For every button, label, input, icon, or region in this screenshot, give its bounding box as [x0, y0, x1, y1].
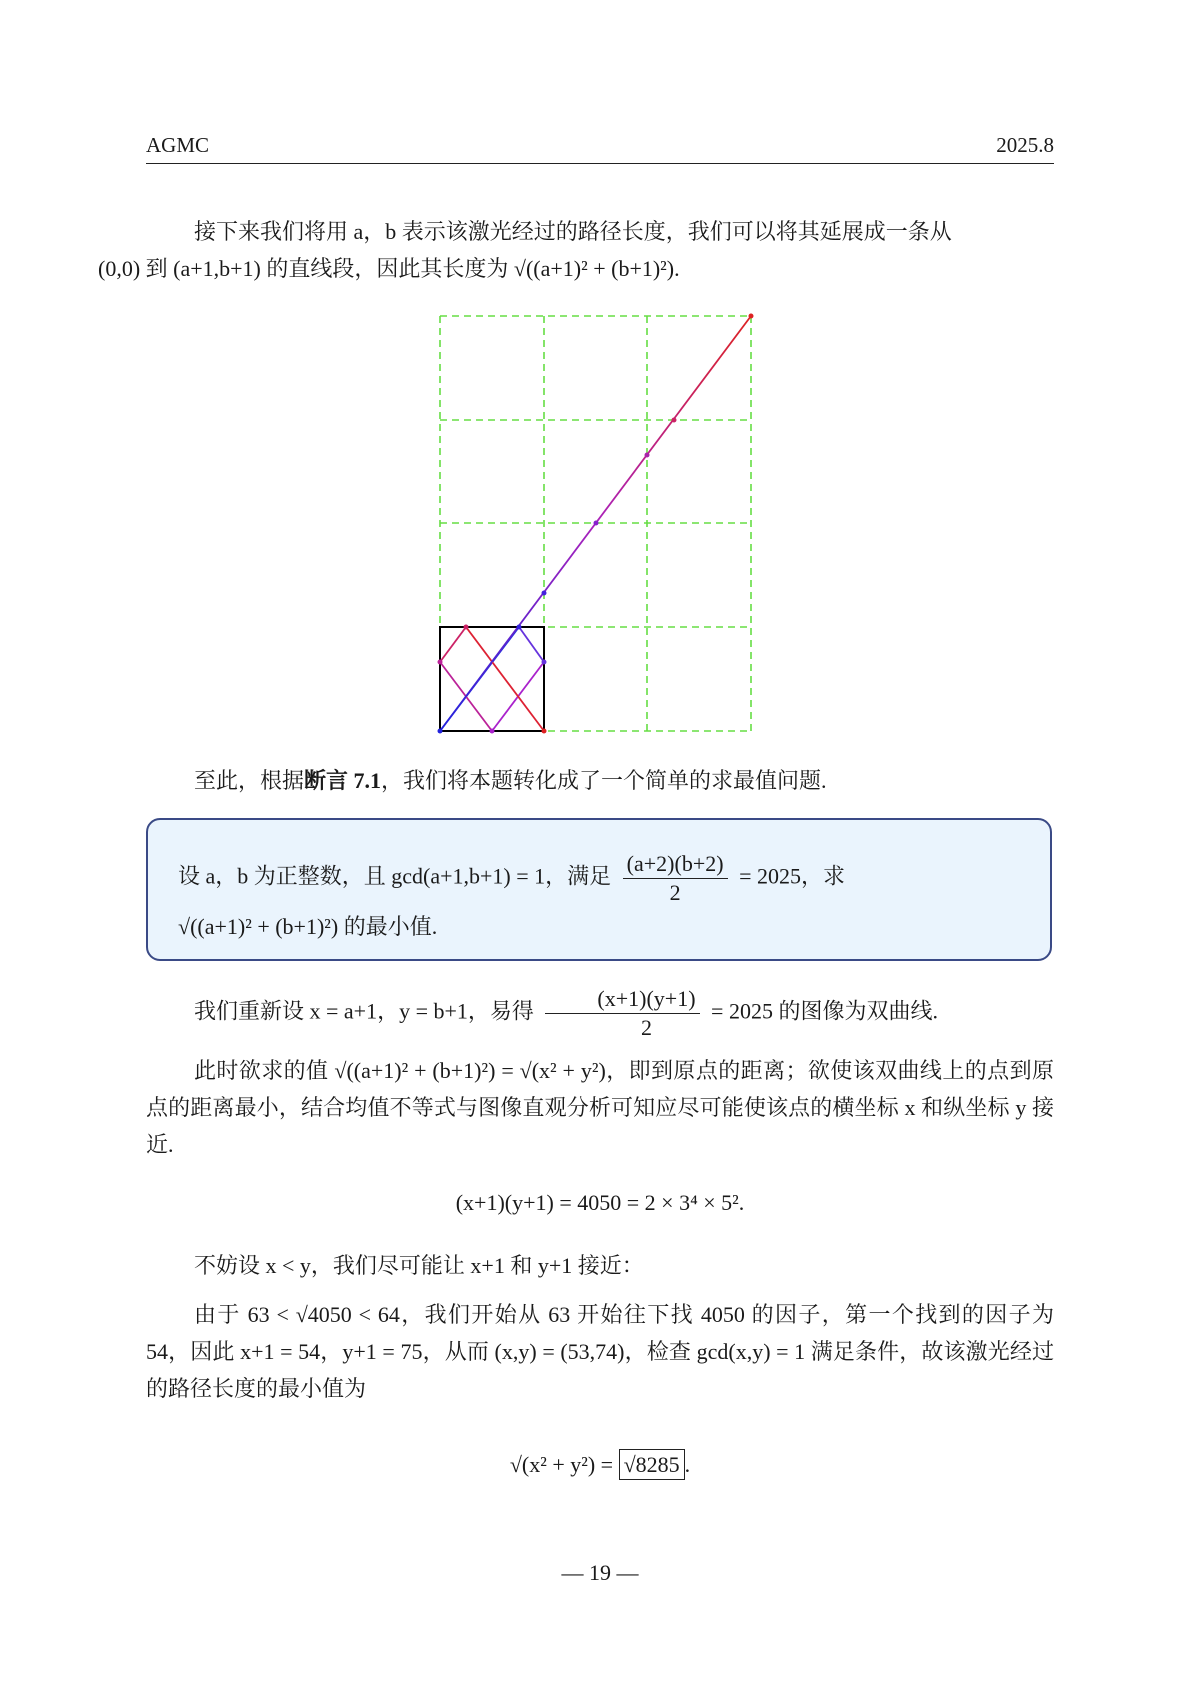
- header-date: 2025.8: [996, 133, 1054, 157]
- problem-prefix: 设 a，b 为正整数，且 gcd(a+1,b+1) = 1，满足: [178, 863, 612, 889]
- page-header: [146, 133, 1054, 164]
- paragraph-intro: [98, 213, 1054, 287]
- assertion-reference: 断言 7.1: [304, 768, 382, 793]
- reflection-paths: [440, 627, 544, 731]
- substitution-fraction: [545, 985, 699, 1042]
- conversion-prefix: 至此，根据: [194, 768, 305, 793]
- header-title: AGMC: [146, 133, 210, 157]
- paragraph-assume: 不妨设 x < y，我们尽可能让 x+1 和 y+1 接近：: [194, 1253, 644, 1278]
- substitution-fraction-num: (x+1)(y+1): [545, 985, 699, 1014]
- substitution-suffix: = 2025 的图像为双曲线.: [711, 998, 938, 1024]
- paragraph-search: 由于 63 < √4050 < 64，我们开始从 63 开始往下找 4050 的因子，第一个找到的因子为 54，因此 x+1 = 54，y+1 = 75，从而 (x,y) = (53,74)，检查 gcd(x,y) = 1 满足条件，故该激光经过的路径长度的最小值为: [146, 1302, 1055, 1401]
- answer-boxed: √8285: [619, 1449, 685, 1480]
- page-number: — 19 —: [561, 1560, 639, 1585]
- problem-text: [178, 850, 1024, 947]
- substitution-prefix: 我们重新设 x = a+1，y = b+1，易得: [194, 998, 534, 1024]
- paragraph-intro-line1: 接下来我们将用 a，b 表示该激光经过的路径长度，我们可以将其延展成一条从: [194, 219, 952, 244]
- answer-period: .: [684, 1452, 691, 1477]
- answer-left: √(x² + y²) =: [509, 1452, 614, 1477]
- paragraph-intro-line2: (0,0) 到 (a+1,b+1) 的直线段，因此其长度为 √((a+1)² + (b+1)²).: [98, 256, 680, 281]
- equation-factorization: (x+1)(y+1) = 4050 = 2 × 3⁴ × 5².: [455, 1190, 745, 1215]
- problem-fraction-num: (a+2)(b+2): [623, 850, 728, 879]
- paragraph-substitution: [146, 985, 1054, 1042]
- problem-suffix: = 2025，求: [739, 863, 845, 889]
- unit-square: [440, 627, 544, 731]
- substitution-fraction-den: 2: [640, 1015, 652, 1040]
- paragraph-distance: 此时欲求的值 √((a+1)² + (b+1)²) = √(x² + y²)，即到原点的距离；欲使该双曲线上的点到原点的距离最小，结合均值不等式与图像直观分析可知应尽可能使该点的横坐标 x 和纵坐标 y 接近.: [146, 1058, 1054, 1157]
- paragraph-conversion: [146, 762, 1054, 799]
- problem-box: [146, 818, 1052, 961]
- problem-fraction-den: 2: [669, 880, 681, 905]
- conversion-suffix: ，我们将本题转化成了一个简单的求最值问题.: [381, 768, 827, 793]
- problem-line2: √((a+1)² + (b+1)²) 的最小值.: [178, 914, 438, 939]
- equation-answer: [146, 1452, 1054, 1478]
- laser-path-figure: [0, 300, 1190, 760]
- problem-fraction: [623, 850, 728, 907]
